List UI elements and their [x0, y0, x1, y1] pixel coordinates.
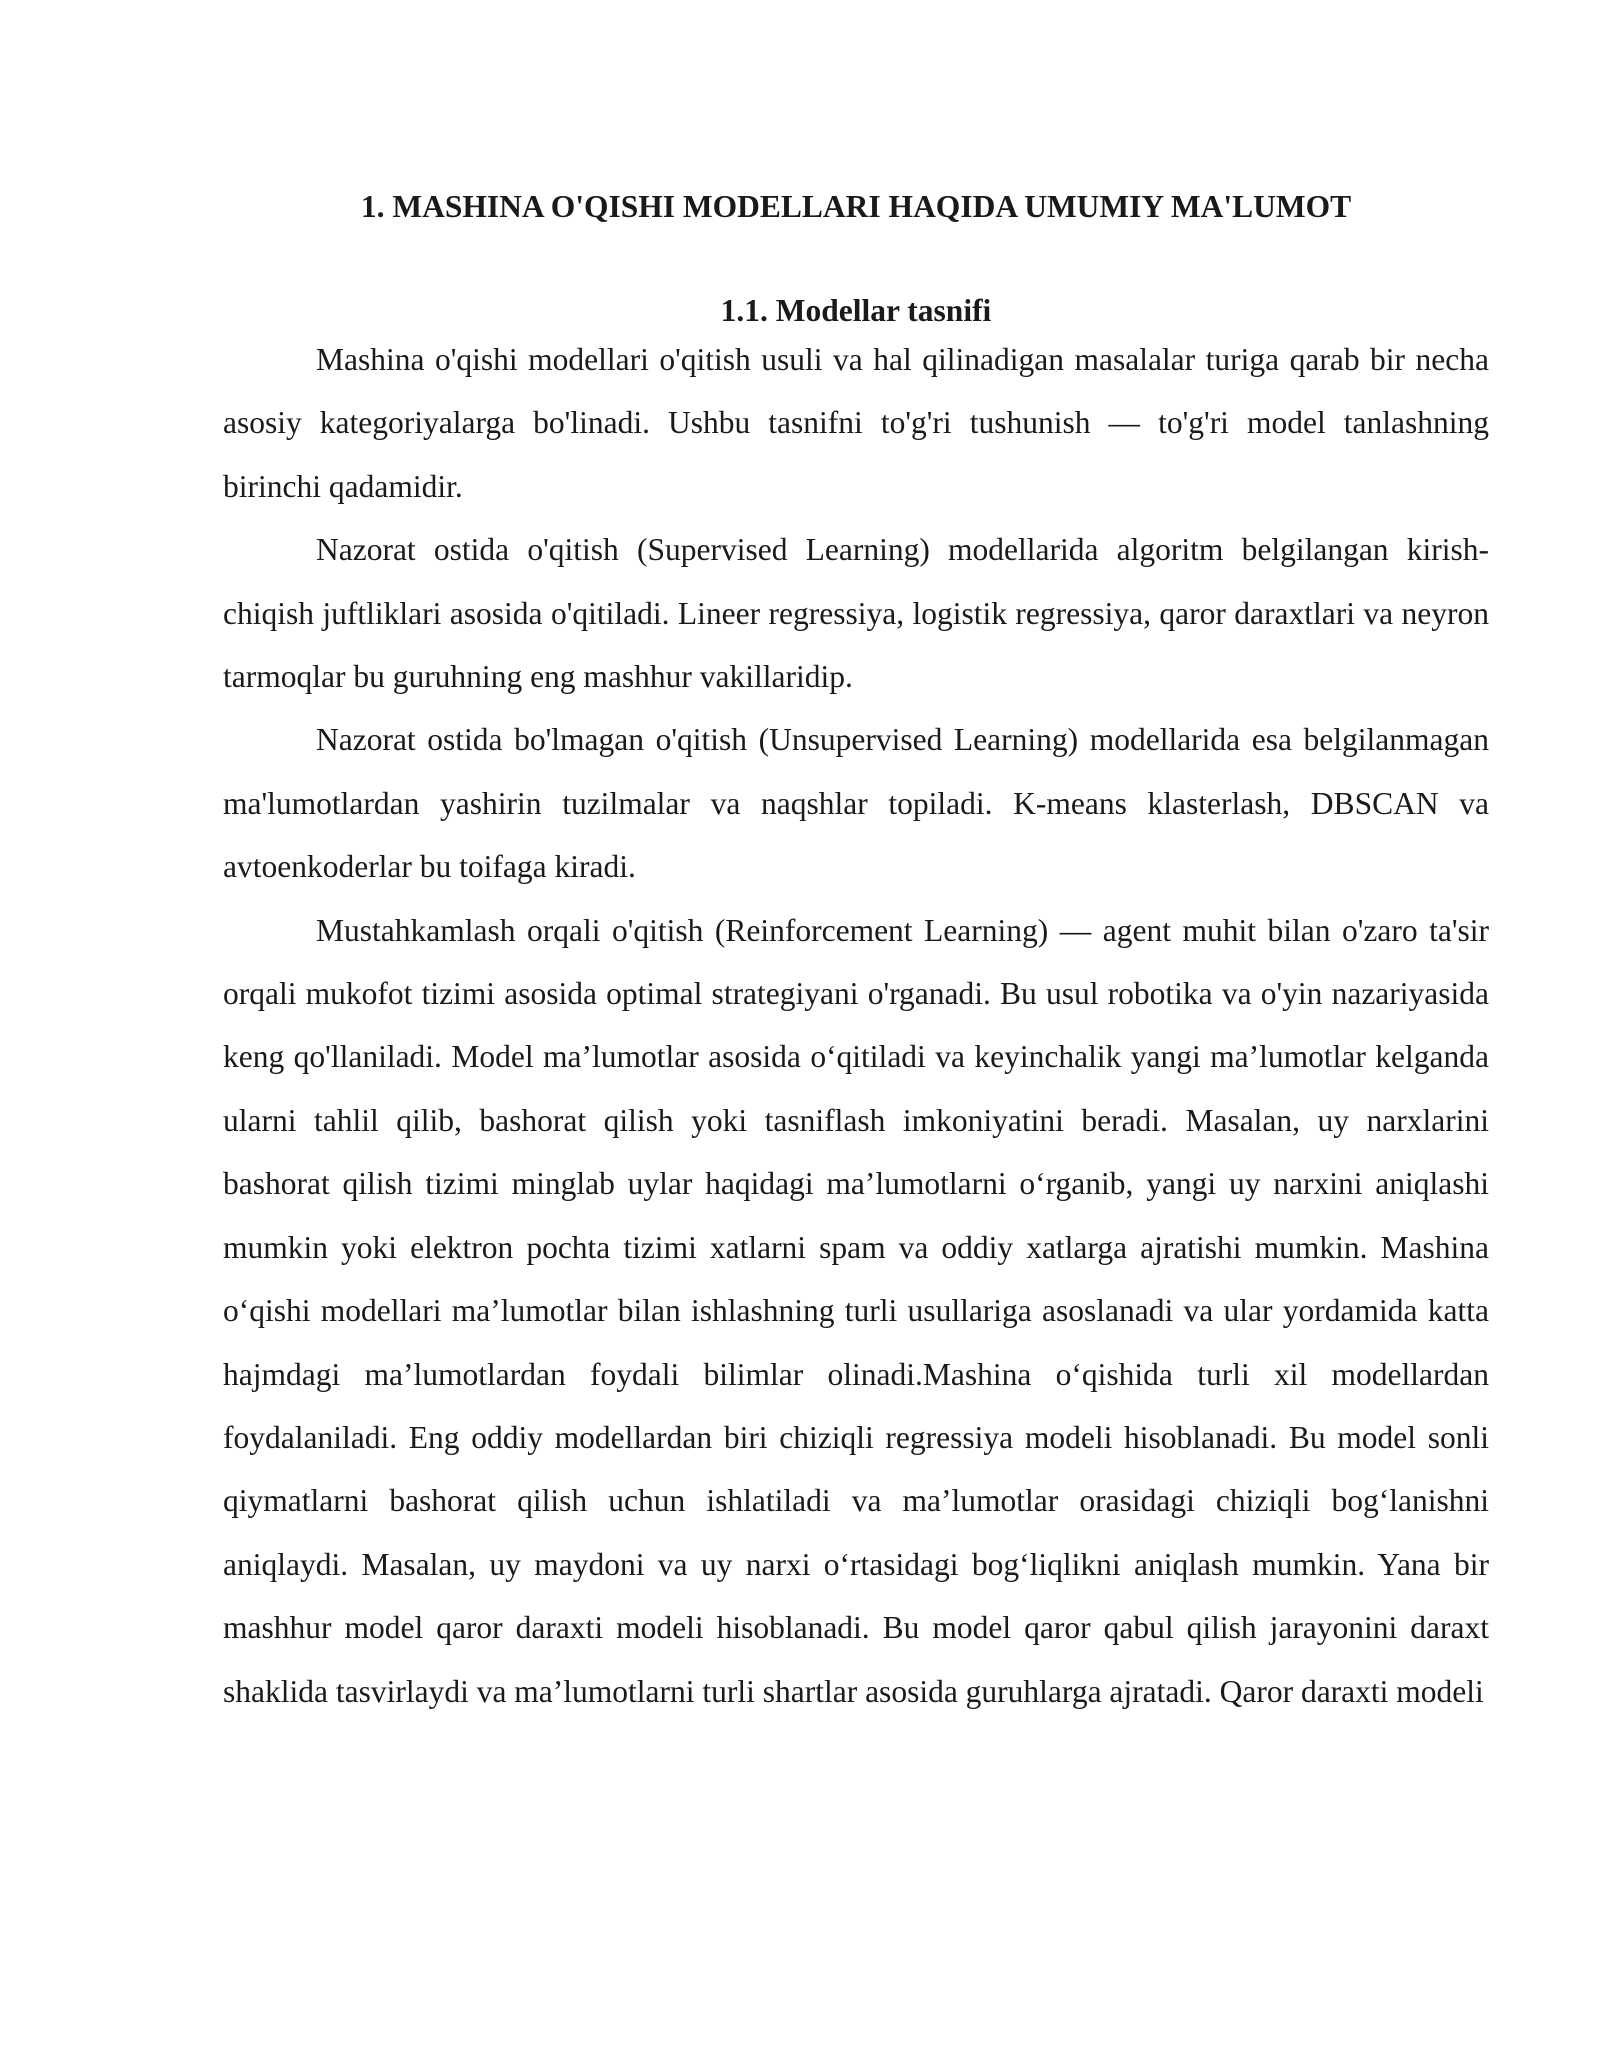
document-page [223, 182, 1489, 1723]
paragraph-reinforcement: Mustahkamlash orqali o'qitish (Reinforcement Learning) — agent muhit bilan o'zaro ta'sir orqali mukofot tizimi asosida optimal strategiyani o'rganadi. Bu usul robotika va o'yin nazariyasida keng qo'llaniladi. Model ma’lumotlar asosida o‘qitiladi va keyinchalik yangi ma’lumotlar kelganda ularni tahlil qilib, bashorat qilish yoki tasniflash imkoniyatini beradi. Masalan, uy narxlarini bashorat qilish tizimi minglab uylar haqidagi ma’lumotlarni o‘rganib, yangi uy narxini aniqlashi mumkin yoki elektron pochta tizimi xatlarni spam va oddiy xatlarga ajratishi mumkin. Mashina o‘qishi modellari ma’lumotlar bilan ishlashning turli usullariga asoslanadi va ular yordamida katta hajmdagi ma’lumotlardan foydali bilimlar olinadi.Mashina o‘qishida turli xil modellardan foydalaniladi. Eng oddiy modellardan biri chiziqli regressiya modeli hisoblanadi. Bu model sonli qiymatlarni bashorat qilish uchun ishlatiladi va ma’lumotlar orasidagi chiziqli bog‘lanishni aniqlaydi. Masalan, uy maydoni va uy narxi o‘rtasidagi bog‘liqlikni aniqlash mumkin. Yana bir mashhur model qaror daraxti modeli hisoblanadi. Bu model qaror qabul qilish jarayonini daraxt shaklida tasvirlaydi va ma’lumotlarni turli shartlar asosida guruhlarga ajratadi. Qaror daraxti modeli [223, 912, 1489, 1709]
chapter-title: 1. MASHINA O'QISHI MODELLARI HAQIDA UMUMIY MA'LUMOT [360, 189, 1352, 224]
section-title: 1.1. Modellar tasnifi [720, 293, 992, 328]
paragraph-supervised-intro: Mashina o'qishi modellari o'qitish usuli va hal qilinadigan masalalar turiga qarab bir necha asosiy kategoriyalarga bo'linadi. Ushbu tasnifni to'g'ri tushunish — to'g'ri model tanlashning birinchi qadamidir. [223, 342, 1489, 504]
paragraph-unsupervised: Nazorat ostida bo'lmagan o'qitish (Unsupervised Learning) modellarida esa belgilanmagan ma'lumotlardan yashirin tuzilmalar va naqshlar topiladi. K-means klasterlash, DBSCAN va avtoenkoderlar bu toifaga kiradi. [223, 722, 1489, 885]
paragraph-supervised: Nazorat ostida o'qitish (Supervised Learning) modellarida algoritm belgilangan kirish-chiqish juftliklari asosida o'qitiladi. Lineer regressiya, logistik regressiya, qaror daraxtlari va neyron tarmoqlar bu guruhning eng mashhur vakillaridip. [223, 532, 1489, 695]
